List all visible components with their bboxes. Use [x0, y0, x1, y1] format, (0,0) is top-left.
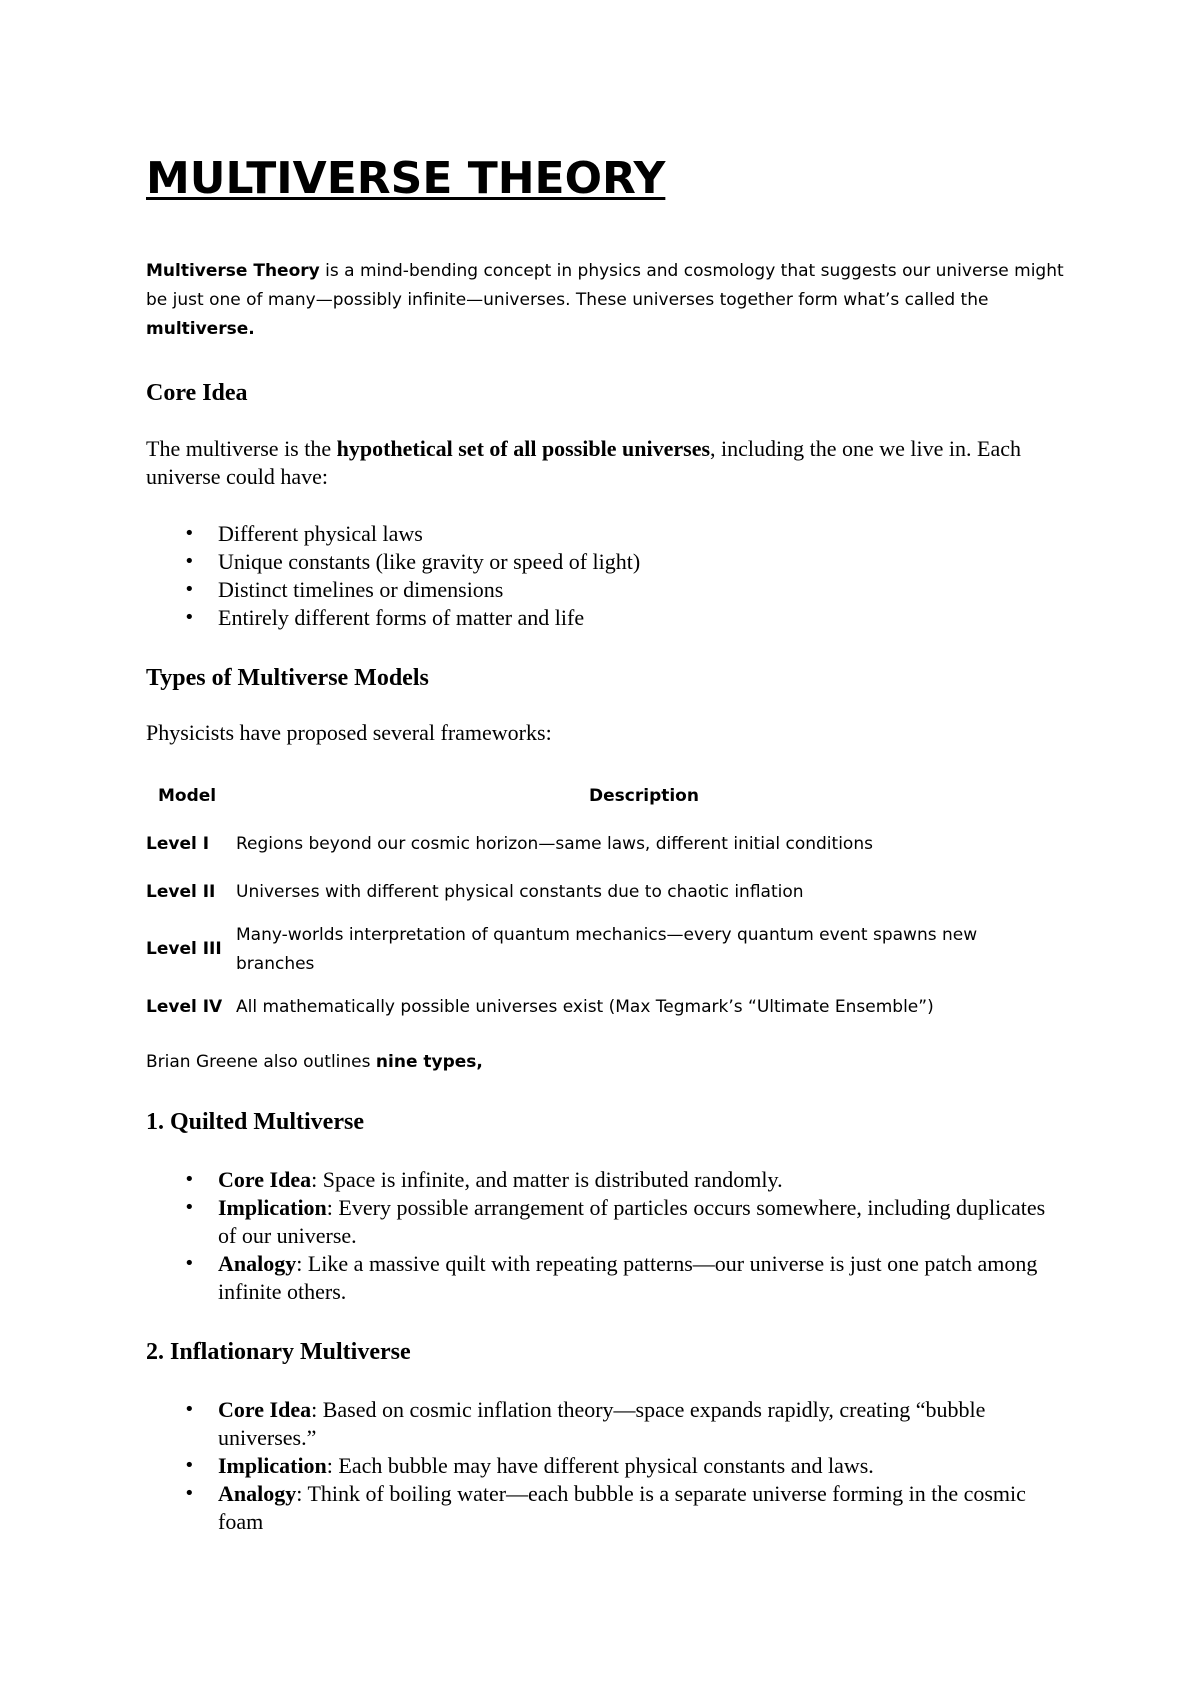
model-description: Universes with different physical constants due to chaotic inflation [236, 881, 804, 902]
inflationary-bullet-list [146, 1396, 1066, 1536]
list-item [146, 1194, 1066, 1250]
table-row [146, 916, 1052, 983]
core-idea-paragraph [146, 435, 1066, 491]
brian-greene-note [146, 1048, 483, 1077]
multiverse-models-table [146, 772, 1052, 1031]
intro-bold-term: Multiverse Theory [146, 261, 320, 281]
item-text: : Like a massive quilt with repeating patterns—our universe is just one patch among infinite others. [218, 1251, 1038, 1304]
list-item: • Distinct timelines or dimensions [146, 576, 1066, 604]
item-label: Implication [218, 1453, 327, 1478]
types-heading: Types of Multiverse Models [146, 665, 429, 691]
intro-text: is a mind-bending concept in physics and cosmology that suggests our universe might be just one of many—possibly infinite—universes. These universes together form what’s called the [146, 261, 1064, 310]
list-item [146, 1396, 1066, 1452]
list-item: • Unique constants (like gravity or speed of light) [146, 548, 1066, 576]
table-header-row [146, 772, 1052, 820]
table-row [146, 868, 1052, 916]
model-level: Level II [146, 881, 216, 902]
model-level: Level I [146, 833, 210, 854]
intro-paragraph [146, 257, 1066, 344]
core-idea-bullet-list [146, 520, 1066, 632]
item-label: Core Idea [218, 1397, 312, 1422]
section-heading-quilted: 1. Quilted Multiverse [146, 1109, 364, 1135]
list-item [146, 1452, 1066, 1480]
column-header-description: Description [589, 786, 699, 806]
item-text: : Space is infinite, and matter is distributed randomly. [311, 1167, 783, 1192]
intro-bold-end: multiverse. [146, 319, 255, 339]
core-idea-text-before: The multiverse is the [146, 436, 337, 461]
quilted-bullet-list [146, 1166, 1066, 1306]
document-page [146, 0, 1066, 1696]
model-description: Regions beyond our cosmic horizon—same laws, different initial conditions [236, 833, 873, 854]
list-item: • Different physical laws [146, 520, 1066, 548]
item-label: Analogy [218, 1251, 297, 1276]
core-idea-bold: hypothetical set of all possible universes [336, 436, 711, 461]
page-title: MULTIVERSE THEORY [146, 153, 666, 204]
note-bold: nine types, [375, 1052, 483, 1072]
core-idea-text-after: , including the one we live in. Each universe could have: [146, 436, 1021, 489]
item-label: Core Idea [218, 1167, 312, 1192]
list-item [146, 1166, 1066, 1194]
note-text: Brian Greene also outlines [146, 1052, 376, 1072]
model-level: Level IV [146, 996, 223, 1017]
table-row [146, 983, 1052, 1031]
types-intro: Physicists have proposed several frameworks: [146, 720, 552, 745]
item-label: Implication [218, 1195, 327, 1220]
item-text: : Think of boiling water—each bubble is a separate universe forming in the cosmic foam [218, 1481, 1026, 1534]
model-level: Level III [146, 939, 222, 959]
core-idea-heading: Core Idea [146, 380, 248, 406]
list-item [146, 1480, 1066, 1536]
list-item: • Entirely different forms of matter and life [146, 604, 1066, 632]
list-item [146, 1250, 1066, 1306]
column-header-model: Model [158, 786, 217, 806]
model-description: All mathematically possible universes exist (Max Tegmark’s “Ultimate Ensemble”) [236, 996, 934, 1017]
item-label: Analogy [218, 1481, 297, 1506]
table-row [146, 820, 1052, 868]
model-description: Many-worlds interpretation of quantum mechanics—every quantum event spawns new branches [236, 924, 978, 974]
item-text: : Every possible arrangement of particles occurs somewhere, including duplicates of our universe. [218, 1195, 1046, 1248]
item-text: : Each bubble may have different physical constants and laws. [326, 1453, 874, 1478]
section-heading-inflationary: 2. Inflationary Multiverse [146, 1339, 411, 1365]
item-text: : Based on cosmic inflation theory—space expands rapidly, creating “bubble universes.” [218, 1397, 986, 1450]
